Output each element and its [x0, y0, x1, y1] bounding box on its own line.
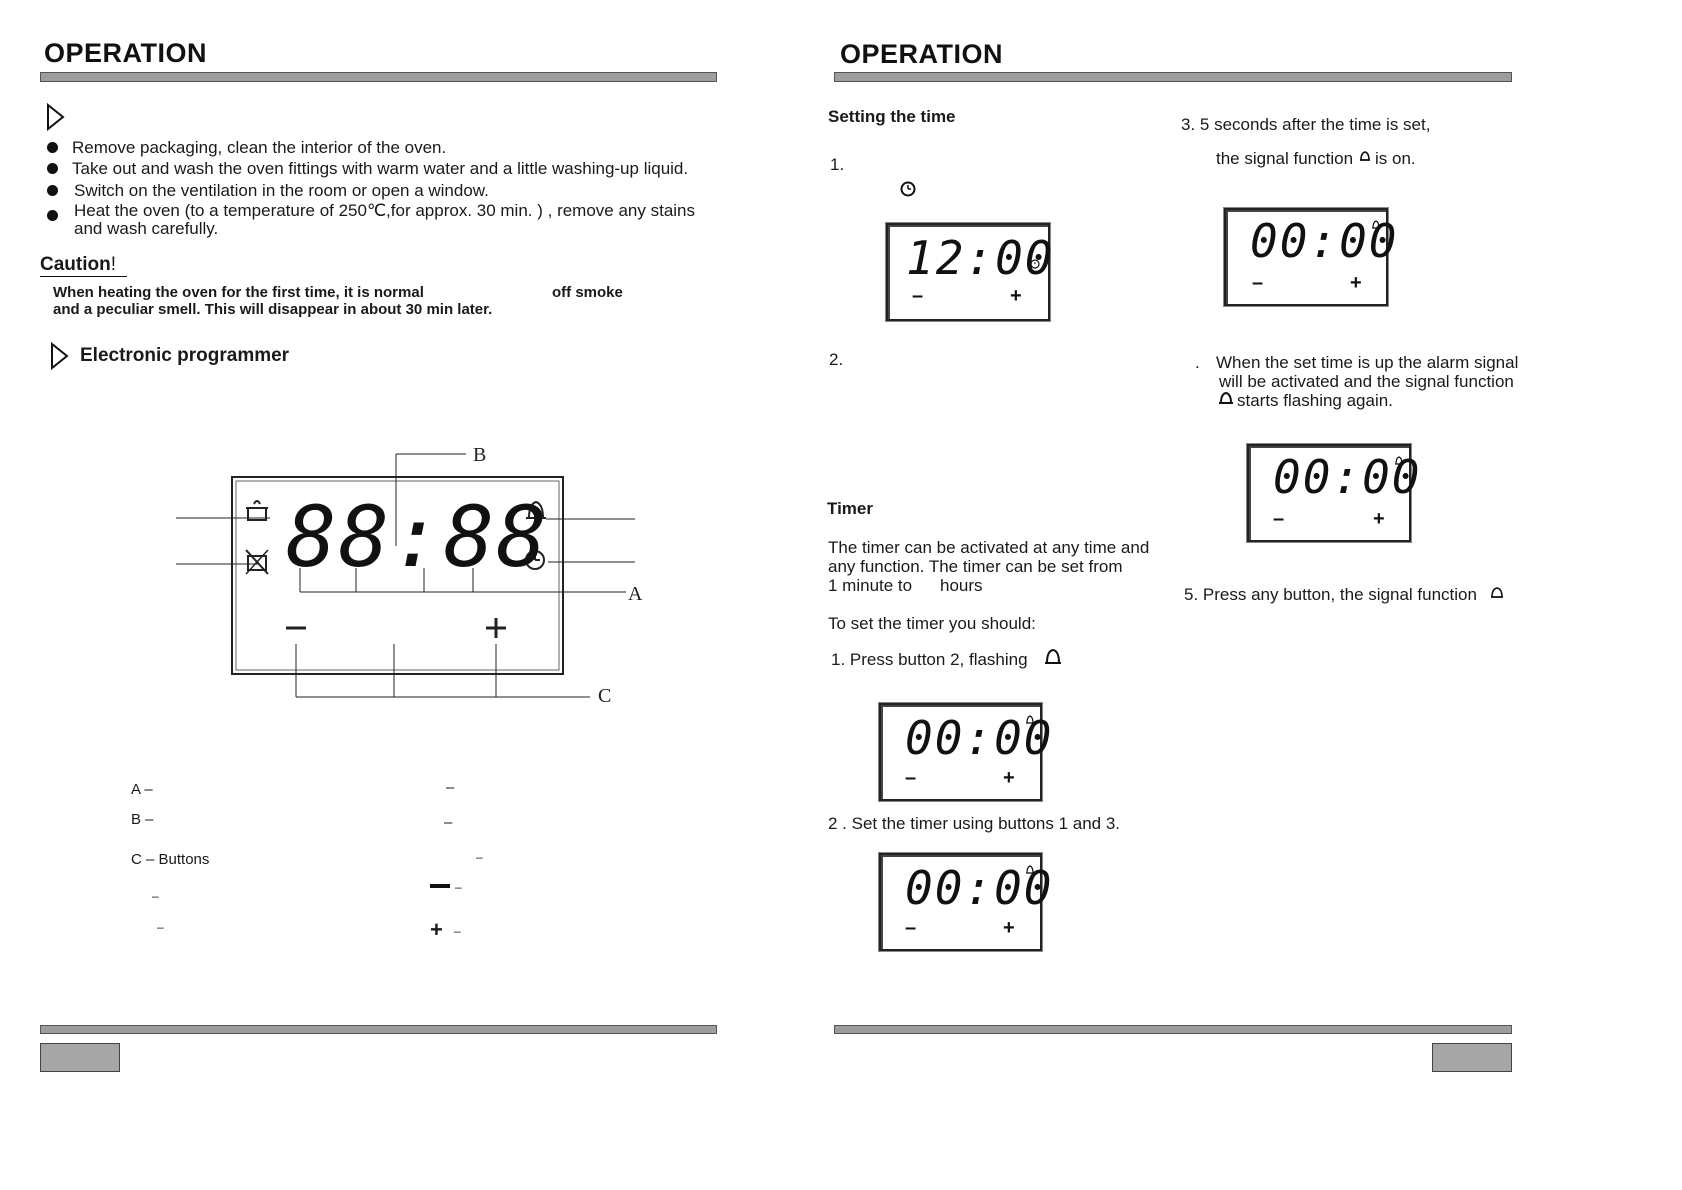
header-rule-right [834, 72, 1512, 82]
footer-rule-left [40, 1025, 717, 1034]
bell-icon [1025, 715, 1035, 726]
lcd-minus-button[interactable]: – [905, 767, 917, 789]
caution-text: When heating the oven for the first time, it is normal [53, 284, 424, 301]
lcd-digits: 00:00 [905, 711, 1054, 765]
section-title: Electronic programmer [80, 345, 290, 366]
plus-button[interactable] [486, 618, 506, 638]
lcd-plus-button[interactable]: + [1003, 767, 1015, 789]
legend-dash: – [152, 889, 159, 903]
section-arrow-icon [50, 342, 70, 370]
bullet-icon [47, 185, 58, 196]
step3-text: the signal function [1216, 149, 1354, 168]
bell-icon [1371, 220, 1381, 231]
step4-text: starts flashing again. [1237, 391, 1393, 410]
label-c: C [598, 685, 612, 707]
clock-icon [900, 181, 916, 197]
setting-time-title: Setting the time [828, 107, 956, 126]
lcd-plus-button[interactable]: + [1003, 917, 1015, 939]
bell-icon [1359, 151, 1371, 163]
bullet-icon [47, 210, 58, 221]
lcd-digits: 00:00 [1250, 214, 1399, 268]
lcd-digits: 00:00 [905, 861, 1054, 915]
label-a: A [628, 583, 643, 605]
timer-desc: 1 minute to [828, 576, 913, 595]
bullet-text: Heat the oven (to a temperature of 250℃,for approx. 30 min. ) , remove any stains [74, 201, 696, 220]
lcd-minus-button[interactable]: – [1273, 508, 1285, 530]
lcd-plus-button[interactable]: + [1010, 285, 1022, 307]
bell-icon [1490, 587, 1504, 600]
lcd-plus-button[interactable]: + [1373, 508, 1385, 530]
timer-step1: 1. Press button 2, flashing [831, 650, 1028, 669]
lcd-minus-button[interactable]: – [905, 917, 917, 939]
lcd-display-signal [1224, 208, 1399, 306]
legend-dash: – [476, 850, 483, 864]
legend-dash: – [444, 814, 453, 831]
section-arrow-icon [46, 103, 66, 131]
step-number: 1. [830, 155, 845, 174]
lcd-display-timer [879, 703, 1054, 801]
lcd-digits: 12:00 [906, 231, 1055, 285]
timer-to-set: To set the timer you should: [828, 614, 1036, 633]
lcd-plus-button[interactable]: + [1350, 272, 1362, 294]
step5-text: 5. Press any button, the signal function [1184, 585, 1477, 604]
cooking-pot-icon [246, 501, 268, 520]
programmer-digits: 88:88 [286, 488, 549, 586]
lcd-digits: 00:00 [1273, 450, 1422, 504]
plus-icon: + [430, 917, 443, 942]
page-number-box-left [40, 1043, 120, 1072]
bullet-text: and wash carefully. [74, 219, 219, 238]
bell-icon [1218, 391, 1234, 407]
bell-icon [1044, 648, 1062, 668]
bullet-icon [47, 163, 58, 174]
label-b: B [473, 444, 487, 466]
bullet-text: Take out and wash the oven fittings with warm water and a little washing-up liquid. [72, 159, 689, 178]
clock-icon [1030, 259, 1040, 269]
legend-dash: – [446, 779, 455, 796]
timer-desc: The timer can be activated at any time and [828, 538, 1150, 557]
bell-icon [1025, 865, 1035, 876]
timer-desc: any function. The timer can be set from [828, 557, 1123, 576]
caution-title: Caution! [40, 254, 127, 277]
caution-text: and a peculiar smell. This will disappear in about 30 min later. [53, 301, 493, 318]
page-title-right: OPERATION [840, 39, 1004, 69]
bullet-text: Remove packaging, clean the interior of the oven. [72, 138, 447, 157]
legend-dash: – [157, 920, 164, 934]
step4-text: When the set time is up the alarm signal [1216, 353, 1519, 372]
timer-title: Timer [827, 499, 873, 518]
header-rule-left [40, 72, 717, 82]
lcd-display-clock [886, 223, 1055, 321]
step4-marker: . [1195, 353, 1200, 372]
lcd-display-signal [1247, 444, 1422, 542]
step3-text: is on. [1375, 149, 1416, 168]
legend-b: B – [131, 811, 154, 828]
lcd-minus-button[interactable]: – [1252, 272, 1264, 294]
lcd-minus-button[interactable]: – [912, 285, 924, 307]
step4-text: will be activated and the signal function [1219, 372, 1514, 391]
legend-dash: – [455, 880, 462, 894]
legend-a: A – [131, 781, 153, 798]
legend-dash: – [454, 924, 461, 938]
step3-text: 3. 5 seconds after the time is set, [1181, 115, 1431, 134]
crossed-pot-icon [246, 550, 268, 574]
lcd-display-timer [879, 853, 1054, 951]
footer-rule-right [834, 1025, 1512, 1034]
bullet-icon [47, 142, 58, 153]
timer-step2: 2 . Set the timer using buttons 1 and 3. [828, 814, 1121, 833]
timer-desc: hours [940, 576, 983, 595]
step-number: 2. [829, 350, 844, 369]
page-title-left: OPERATION [44, 38, 208, 68]
minus-icon [430, 884, 450, 888]
legend-c: C – Buttons [131, 851, 210, 868]
bell-icon [1394, 456, 1404, 467]
bullet-text: Switch on the ventilation in the room or open a window. [74, 181, 489, 200]
caution-text: off smoke [552, 284, 623, 301]
page-number-box-right [1432, 1043, 1512, 1072]
